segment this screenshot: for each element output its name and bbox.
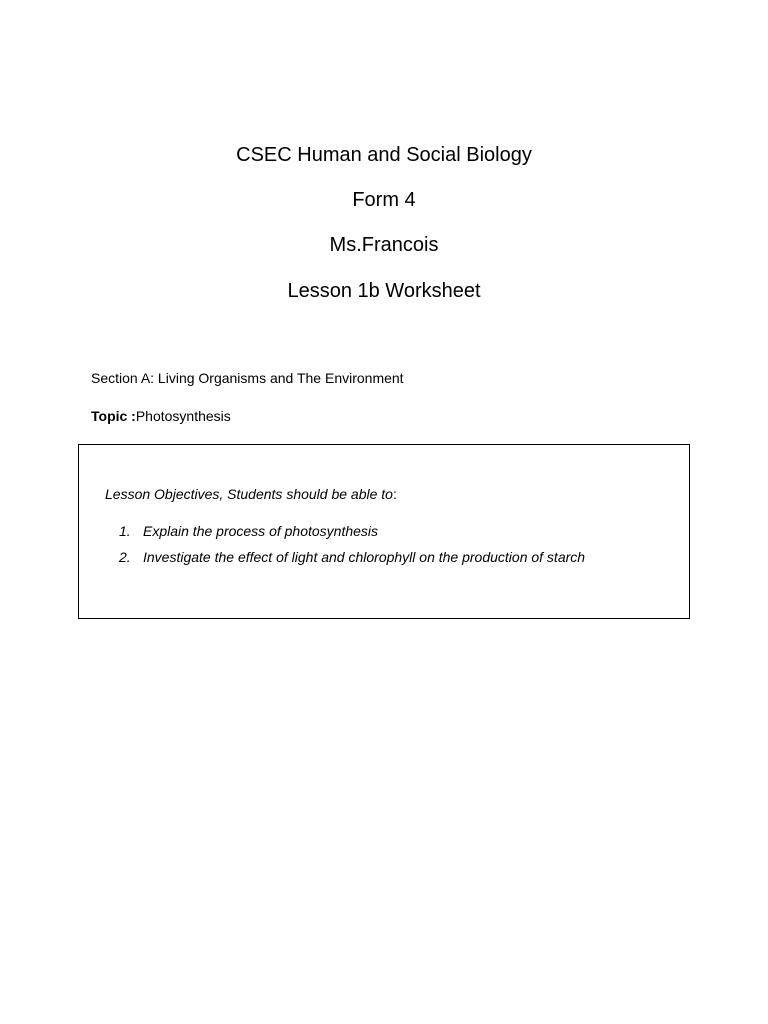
objective-item (119, 522, 585, 540)
objective-number: 2. (119, 549, 131, 565)
objectives-box (78, 444, 690, 619)
form-level: Form 4 (352, 189, 416, 211)
teacher-name: Ms.Francois (329, 234, 439, 256)
objectives-heading-colon: : (392, 486, 397, 502)
objective-text: Investigate the effect of light and chlorophyll on the production of starch (143, 549, 586, 565)
topic-value: Photosynthesis (135, 408, 231, 424)
objectives-heading-text: Lesson Objectives, Students should be able to (105, 486, 393, 502)
objective-item (119, 548, 585, 566)
topic-label: Topic : (91, 408, 136, 424)
objective-number: 1. (119, 523, 131, 539)
objectives-heading (105, 485, 397, 503)
objectives-list (119, 522, 585, 574)
lesson-title: Lesson 1b Worksheet (287, 280, 481, 302)
course-title: CSEC Human and Social Biology (236, 144, 532, 166)
section-heading: Section A: Living Organisms and The Environment (91, 370, 404, 386)
objective-text: Explain the process of photosynthesis (143, 523, 379, 539)
topic-line (91, 407, 231, 425)
